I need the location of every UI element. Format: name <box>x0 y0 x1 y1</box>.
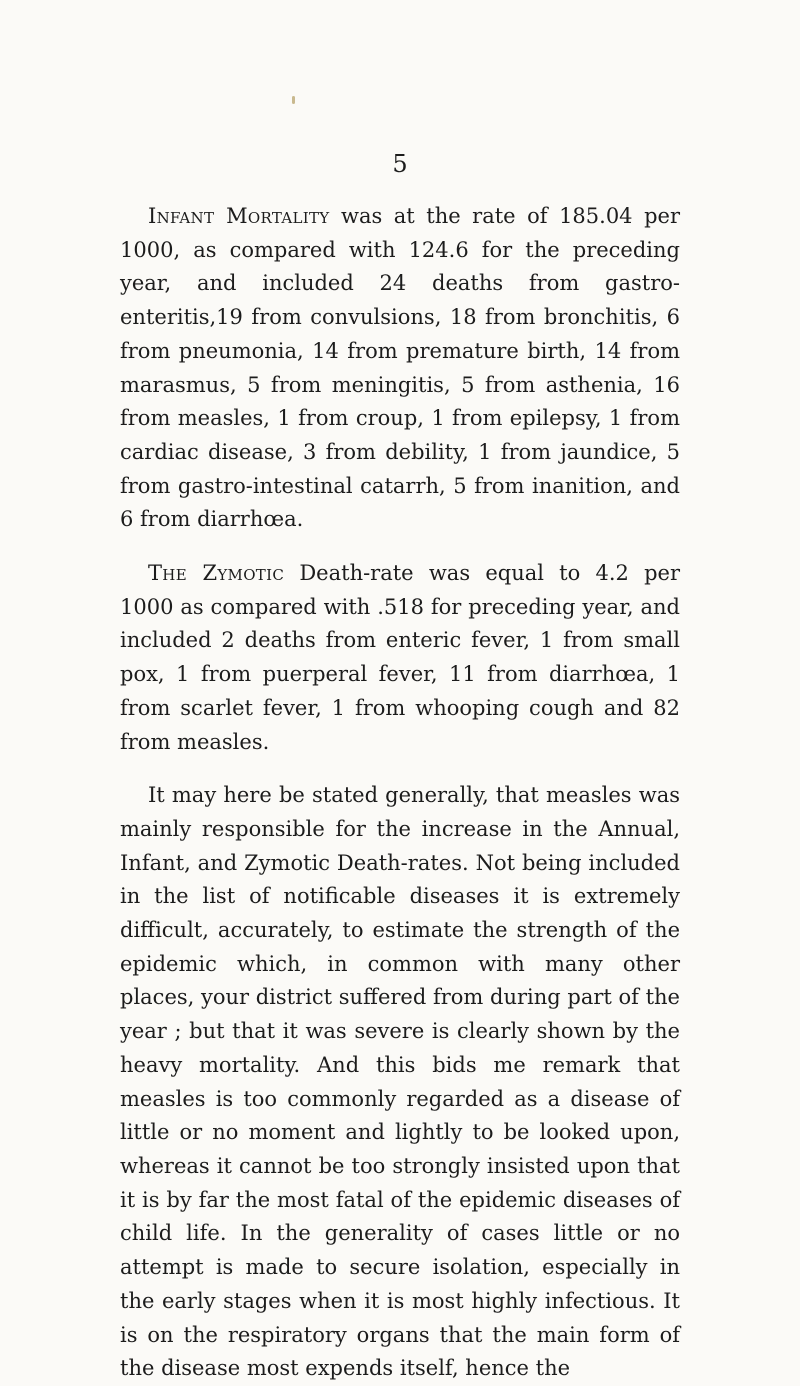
paragraph-lead: Infant Mortality <box>148 204 330 228</box>
page-number: 5 <box>392 150 408 178</box>
paper-speck <box>292 96 295 104</box>
body-text <box>120 200 680 1386</box>
paragraph-lead: The Zymotic <box>148 561 285 586</box>
paragraph-text: Death-rate was equal to 4.2 per 1000 as compared with .518 for preceding year, and included 2 deaths from enteric fever, 1 from small pox, 1 from puerperal fever, 11 from diarrhœa, 1 from scarlet fever, 1 from whooping cough and 82 from measles. <box>120 561 680 754</box>
paragraph-text: was at the rate of 185.04 per 1000, as compared with 124.6 for the preceding year, and included 24 deaths from gastro-enteritis,19 from convulsions, 18 from bronchitis, 6 from pneumonia, 14 from premature birth, 14 from marasmus, 5 from meningitis, 5 from asthenia, 16 from measles, 1 from croup, 1 from epilepsy, 1 from cardiac disease, 3 from debility, 1 from jaundice, 5 from gastro-intestinal catarrh, 5 from inanition, and 6 from diarrhœa. <box>120 204 680 532</box>
paragraph-measles <box>120 779 680 1386</box>
paragraph-text: It may here be stated generally, that measles was mainly responsible for the increase in the Annual, Infant, and Zymotic Death-rates. Not being included in the list of notificable diseases it is extremely difficult, accurately, to estimate the strength of the epidemic which, in common with many other places, your district suffered from during part of the year ; but that it was severe is clearly shown by the heavy mortality. And this bids me remark that measles is too commonly regarded as a disease of little or no moment and lightly to be looked upon, whereas it cannot be too strongly insisted upon that it is by far the most fatal of the epidemic diseases of child life. In the generality of cases little or no attempt is made to secure isolation, especially in the early stages when it is most highly infectious. It is on the respiratory organs that the main form of the disease most expends itself, hence the <box>120 783 680 1381</box>
paragraph-zymotic <box>120 557 680 759</box>
paragraph-infant-mortality <box>120 200 680 537</box>
